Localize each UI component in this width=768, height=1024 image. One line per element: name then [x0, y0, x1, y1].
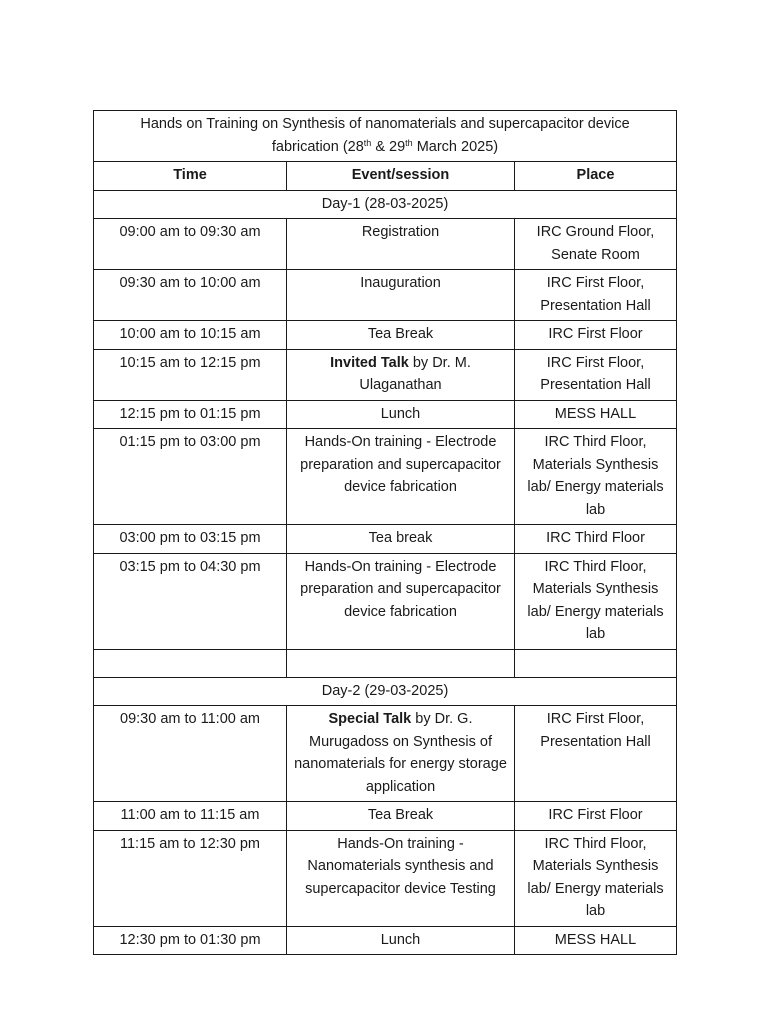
- table-row: [94, 926, 677, 955]
- title-sup2: th: [405, 137, 413, 148]
- time-cell: 12:15 pm to 01:15 pm: [94, 400, 287, 429]
- place-cell: MESS HALL: [515, 926, 677, 955]
- place-cell: IRC First Floor, Presentation Hall: [515, 270, 677, 321]
- place-cell: IRC Third Floor, Materials Synthesis lab/ Energy materials lab: [515, 429, 677, 525]
- schedule-table: [93, 110, 677, 955]
- table-row: [94, 400, 677, 429]
- empty-cell: [287, 649, 515, 677]
- table-row: [94, 802, 677, 831]
- title-line2-pre: fabrication (28: [271, 138, 364, 155]
- event-text: by Dr. M. Ulaganathan: [359, 354, 471, 393]
- place-cell: IRC Ground Floor, Senate Room: [515, 219, 677, 270]
- title-line2-post: March 2025): [412, 138, 499, 155]
- table-row: [94, 321, 677, 350]
- time-cell: 03:15 pm to 04:30 pm: [94, 553, 287, 649]
- title-amp: & 29: [371, 138, 406, 155]
- event-cell: [287, 429, 515, 525]
- header-event: Event/session: [287, 162, 515, 191]
- event-text: by Dr. G. Murugadoss on Synthesis of nanomaterials for energy storage application: [294, 711, 507, 795]
- empty-cell: [515, 649, 677, 677]
- day-label: Day-1 (28-03-2025): [94, 190, 677, 219]
- title-row: [94, 111, 677, 162]
- table-row: [94, 553, 677, 649]
- title-sup1: th: [363, 137, 372, 148]
- event-text: Hands-On training - Electrode preparation and supercapacitor device fabrication: [300, 434, 501, 495]
- time-cell: 10:15 am to 12:15 pm: [94, 349, 287, 400]
- event-cell: [287, 270, 515, 321]
- event-text: Tea Break: [367, 807, 434, 823]
- time-cell: 01:15 pm to 03:00 pm: [94, 429, 287, 525]
- place-cell: IRC Third Floor: [515, 525, 677, 554]
- time-cell: 10:00 am to 10:15 am: [94, 321, 287, 350]
- event-cell: [287, 830, 515, 926]
- event-text: Tea break: [368, 530, 433, 546]
- event-cell: [287, 525, 515, 554]
- place-cell: IRC First Floor: [515, 321, 677, 350]
- title-line1: Hands on Training on Synthesis of nanomaterials and supercapacitor device: [140, 116, 630, 132]
- place-cell: IRC Third Floor, Materials Synthesis lab/ Energy materials lab: [515, 553, 677, 649]
- event-text: Lunch: [380, 931, 421, 948]
- event-cell: [287, 706, 515, 802]
- event-cell: [287, 321, 515, 350]
- header-time: Time: [94, 162, 287, 191]
- event-text: Hands-On training - Nanomaterials synthesis and supercapacitor device Testing: [305, 835, 496, 897]
- empty-row: [94, 649, 677, 677]
- place-cell: IRC Third Floor, Materials Synthesis lab/ Energy materials lab: [515, 830, 677, 926]
- empty-cell: [94, 649, 287, 677]
- event-text: Registration: [361, 224, 440, 240]
- event-text: Lunch: [380, 405, 421, 422]
- day-label: Day-2 (29-03-2025): [94, 677, 677, 706]
- event-bold-label: Invited Talk: [330, 354, 409, 371]
- table-row: [94, 525, 677, 554]
- table-row: [94, 830, 677, 926]
- time-cell: 09:00 am to 09:30 am: [94, 219, 287, 270]
- event-cell: [287, 349, 515, 400]
- header-place: Place: [515, 162, 677, 191]
- place-cell: MESS HALL: [515, 400, 677, 429]
- table-row: [94, 706, 677, 802]
- event-cell: [287, 219, 515, 270]
- header-row: [94, 162, 677, 191]
- event-text: Tea Break: [367, 326, 434, 342]
- event-cell: [287, 553, 515, 649]
- time-cell: 12:30 pm to 01:30 pm: [94, 926, 287, 955]
- event-cell: [287, 802, 515, 831]
- time-cell: 03:00 pm to 03:15 pm: [94, 525, 287, 554]
- event-cell: [287, 926, 515, 955]
- time-cell: 09:30 am to 10:00 am: [94, 270, 287, 321]
- document-title: [94, 111, 677, 162]
- table-row: [94, 219, 677, 270]
- event-text: Hands-On training - Electrode preparation and supercapacitor device fabrication: [300, 558, 501, 620]
- event-cell: [287, 400, 515, 429]
- place-cell: IRC First Floor, Presentation Hall: [515, 349, 677, 400]
- time-cell: 11:15 am to 12:30 pm: [94, 830, 287, 926]
- time-cell: 11:00 am to 11:15 am: [94, 802, 287, 831]
- table-row: [94, 349, 677, 400]
- table-row: [94, 429, 677, 525]
- table-row: [94, 270, 677, 321]
- event-text: Inauguration: [360, 275, 441, 291]
- time-cell: 09:30 am to 11:00 am: [94, 706, 287, 802]
- day-row: [94, 677, 677, 706]
- event-bold-label: Special Talk: [328, 711, 412, 727]
- place-cell: IRC First Floor: [515, 802, 677, 831]
- day-row: [94, 190, 677, 219]
- place-cell: IRC First Floor, Presentation Hall: [515, 706, 677, 802]
